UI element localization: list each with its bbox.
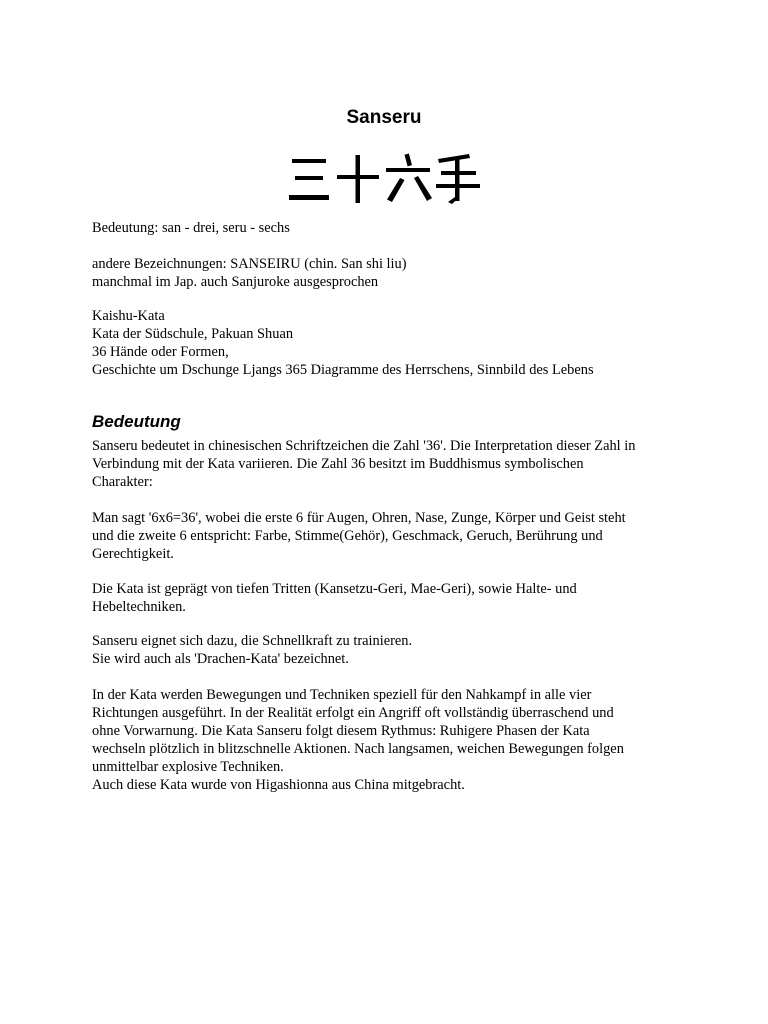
other-names-line: andere Bezeichnungen: SANSEIRU (chin. San shi liu) xyxy=(92,256,407,272)
section-heading: Bedeutung xyxy=(92,412,181,431)
page-title: Sanseru xyxy=(346,107,422,128)
paragraph-5 xyxy=(92,686,732,794)
kata-info-line: Geschichte um Dschunge Ljangs 365 Diagramme des Herrschens, Sinnbild des Lebens xyxy=(92,362,594,378)
paragraph-line: Hebeltechniken. xyxy=(92,599,186,615)
paragraph-line: und die zweite 6 entspricht: Farbe, Stimme(Gehör), Geschmack, Geruch, Berührung und xyxy=(92,528,603,544)
kata-info-line: Kata der Südschule, Pakuan Shuan xyxy=(92,326,294,342)
paragraph-4 xyxy=(92,632,732,668)
paragraph-2 xyxy=(92,509,732,563)
paragraph-line: Man sagt '6x6=36', wobei die erste 6 für Augen, Ohren, Nase, Zunge, Körper und Geist steht xyxy=(92,510,626,526)
paragraph-3 xyxy=(92,580,732,616)
paragraph-line: wechseln plötzlich in blitzschnelle Aktionen. Nach langsamen, weichen Bewegungen folgen xyxy=(92,741,624,757)
paragraph-line: ohne Vorwarnung. Die Kata Sanseru folgt diesem Rythmus: Ruhigere Phasen der Kata xyxy=(92,723,590,739)
paragraph-line: unmittelbar explosive Techniken. xyxy=(92,759,284,775)
paragraph-1 xyxy=(92,437,732,491)
paragraph-line: Sie wird auch als 'Drachen-Kata' bezeichnet. xyxy=(92,651,349,667)
other-names-block xyxy=(92,255,732,291)
paragraph-line: Die Kata ist geprägt von tiefen Tritten (Kansetzu-Geri, Mae-Geri), sowie Halte- und xyxy=(92,581,577,597)
paragraph-line: Verbindung mit der Kata variieren. Die Zahl 36 besitzt im Buddhismus symbolischen xyxy=(92,456,584,472)
paragraph-line: Sanseru eignet sich dazu, die Schnellkraft zu trainieren. xyxy=(92,633,413,649)
paragraph-line: In der Kata werden Bewegungen und Techniken speziell für den Nahkampf in alle vier xyxy=(92,687,592,703)
other-names-line: manchmal im Jap. auch Sanjuroke ausgesprochen xyxy=(92,274,379,290)
meaning-text: Bedeutung: san - drei, seru - sechs xyxy=(92,220,290,236)
paragraph-line: Richtungen ausgeführt. In der Realität erfolgt ein Angriff oft vollständig überraschend und xyxy=(92,705,614,721)
kata-info-line: 36 Hände oder Formen, xyxy=(92,344,229,360)
kata-info-line: Kaishu-Kata xyxy=(92,308,165,324)
paragraph-line: Sanseru bedeutet in chinesischen Schriftzeichen die Zahl '36'. Die Interpretation dieser Zahl in xyxy=(92,438,636,454)
paragraph-line: Auch diese Kata wurde von Higashionna aus China mitgebracht. xyxy=(92,777,465,793)
paragraph-line: Charakter: xyxy=(92,474,153,490)
meaning-line xyxy=(92,219,732,237)
paragraph-line: Gerechtigkeit. xyxy=(92,546,174,562)
kata-info-block xyxy=(92,307,732,379)
kanji-calligraphy-image xyxy=(286,150,480,206)
